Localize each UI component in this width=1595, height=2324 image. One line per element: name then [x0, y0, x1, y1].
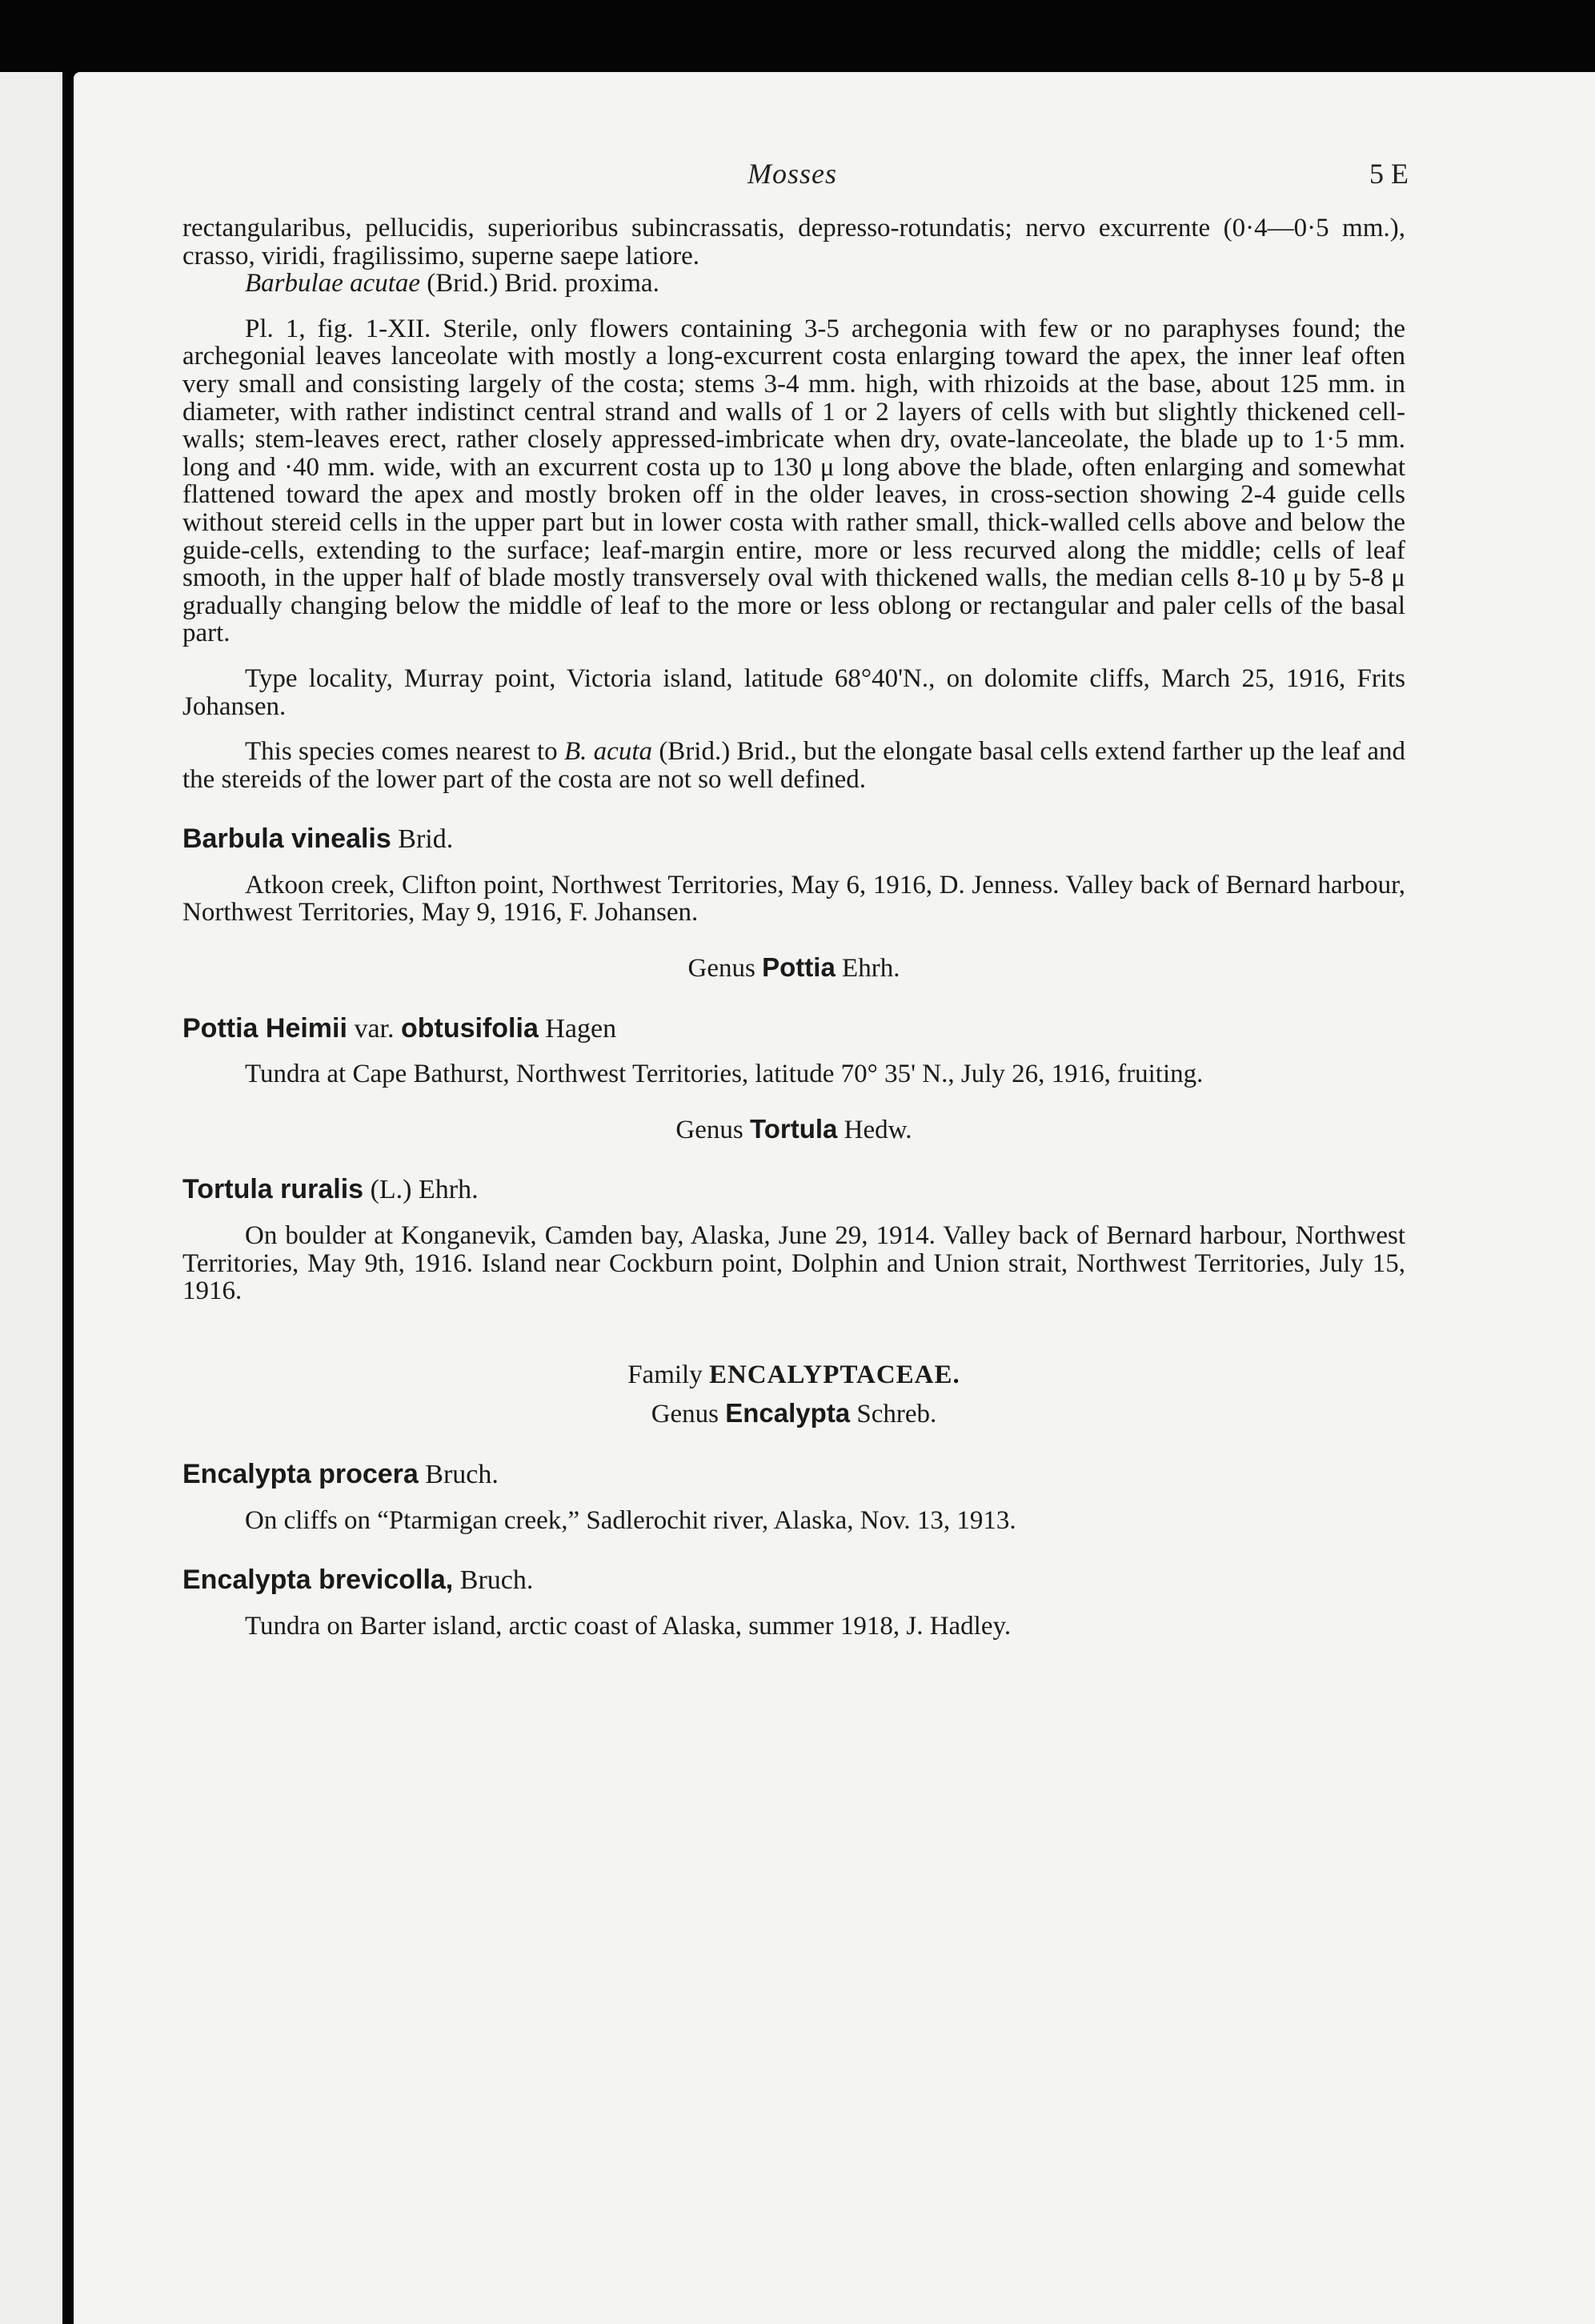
running-title: Mosses: [747, 158, 837, 190]
species-heading-barbula: [182, 825, 1405, 854]
species-record: On boulder at Konganevik, Camden bay, Alaska, June 29, 1914. Valley back of Bernard harbour, Northwest Territories, May 9th, 1916. Island near Cockburn point, Dolphin and Union strait, Northwest Territories, July 15, 1916.: [182, 1221, 1405, 1306]
species-author: Bruch.: [453, 1565, 534, 1596]
comparison-text-b: (Brid.) Brid., but the elongate basal cells extend farther up the leaf and the stereids of the lower part of the costa are not so well defined.: [182, 737, 1405, 794]
genus-name: Tortula: [750, 1113, 838, 1144]
latin-description-end: rectangularibus, pellucidis, superioribus subincrassatis, depresso-rotundatis; nervo excurrente (0·4—0·5 mm.), crasso, viridi, fragilissimo, superne saepe latiore.: [182, 214, 1405, 270]
species-record: Atkoon creek, Clifton point, Northwest Territories, May 6, 1916, D. Jenness. Valley back of Bernard harbour, Northwest Territories, May 9, 1916, F. Johansen.: [182, 870, 1405, 928]
species-name: Encalypta procera: [182, 1459, 419, 1489]
type-locality-paragraph: Type locality, Murray point, Victoria island, latitude 68°40'N., on dolomite cliffs, March 25, 1916, Frits Johansen.: [182, 663, 1405, 721]
description-paragraph: Pl. 1, fig. 1-XII. Sterile, only flowers containing 3-5 archegonia with few or no paraphyses found; the archegonial leaves lanceolate with mostly a long-excurrent costa enlarging toward the apex, the inner leaf often very small and consisting largely of the costa; stems 3-4 mm. high, with rhizoids at the base, about 125 mm. in diameter, with rather indistinct central strand and walls of 1 or 2 layers of cells with but slightly thickened cell-walls; stem-leaves erect, rather closely appressed-imbricate when dry, ovate-lanceolate, the blade up to 1·5 mm. long and ·40 mm. wide, with an excurrent costa up to 130 μ long above the blade, often enlarging and somewhat flattened toward the apex and mostly broken off in the older leaves, in cross-section showing 2-4 guide cells without stereid cells in the upper part but in lower costa with rather small, thick-walled cells above and below the guide-cells, extending to the surface; leaf-margin entire, more or less recurved along the middle; cells of leaf smooth, in the upper half of blade mostly transversely oval with thickened walls, the median cells 8-10 μ by 5-8 μ gradually changing below the middle of leaf to the more or less oblong or rectangular and paler cells of the basal part.: [182, 314, 1405, 648]
family-label: Family: [627, 1360, 709, 1389]
species-name: Barbula vinealis: [182, 823, 391, 855]
affinity-rest: (Brid.) Brid. proxima.: [420, 269, 659, 299]
species-author: Brid.: [391, 824, 454, 855]
species-record: Tundra at Cape Bathurst, Northwest Territories, latitude 70° 35' N., July 26, 1916, fruiting.: [245, 1060, 1204, 1089]
affinity-species: Barbulae acutae: [245, 269, 421, 299]
species-author: (L.) Ehrh.: [363, 1175, 479, 1205]
comparison-text-a: This species comes nearest to: [245, 737, 564, 767]
family-heading: [182, 1361, 1405, 1389]
species-heading-pottia: [182, 1012, 1405, 1044]
species-name: Pottia Heimii: [182, 1012, 347, 1044]
species-author: Bruch.: [418, 1460, 499, 1489]
comparison-paragraph: [182, 738, 1405, 793]
page-body: [182, 214, 1405, 1640]
family-name: ENCALYPTACEAE.: [708, 1360, 960, 1389]
species-record: Tundra on Barter island, arctic coast of Alaska, summer 1918, J. Hadley.: [245, 1611, 1012, 1641]
species-heading-procera: [182, 1461, 1405, 1489]
species-name: Tortula ruralis: [182, 1174, 364, 1205]
genus-author: Schreb.: [850, 1400, 937, 1429]
genus-heading-tortula: [182, 1113, 1405, 1144]
page-number: 5 E: [1369, 158, 1409, 190]
genus-heading-encalypta: [182, 1400, 1405, 1428]
species-name: Encalypta brevicolla,: [182, 1565, 454, 1596]
species-heading-brevicolla: [182, 1566, 1405, 1595]
genus-label: Genus: [675, 1115, 750, 1144]
genus-author: Ehrh.: [835, 954, 900, 984]
variety-name: obtusifolia: [400, 1012, 539, 1044]
previous-page-edge: [0, 72, 62, 2324]
species-author: Hagen: [538, 1013, 617, 1044]
species-record: On cliffs on “Ptarmigan creek,” Sadlerochit river, Alaska, Nov. 13, 1913.: [245, 1505, 1016, 1535]
comparison-species: B. acuta: [563, 737, 652, 767]
genus-name: Pottia: [762, 952, 836, 983]
genus-author: Hedw.: [837, 1115, 912, 1144]
genus-heading-pottia: [182, 954, 1405, 983]
genus-label: Genus: [651, 1400, 726, 1429]
variety-label: var.: [347, 1013, 401, 1044]
genus-label: Genus: [687, 954, 763, 984]
affinity-note: [182, 270, 1405, 298]
species-heading-tortula: [182, 1176, 1405, 1204]
genus-name: Encalypta: [725, 1398, 851, 1428]
